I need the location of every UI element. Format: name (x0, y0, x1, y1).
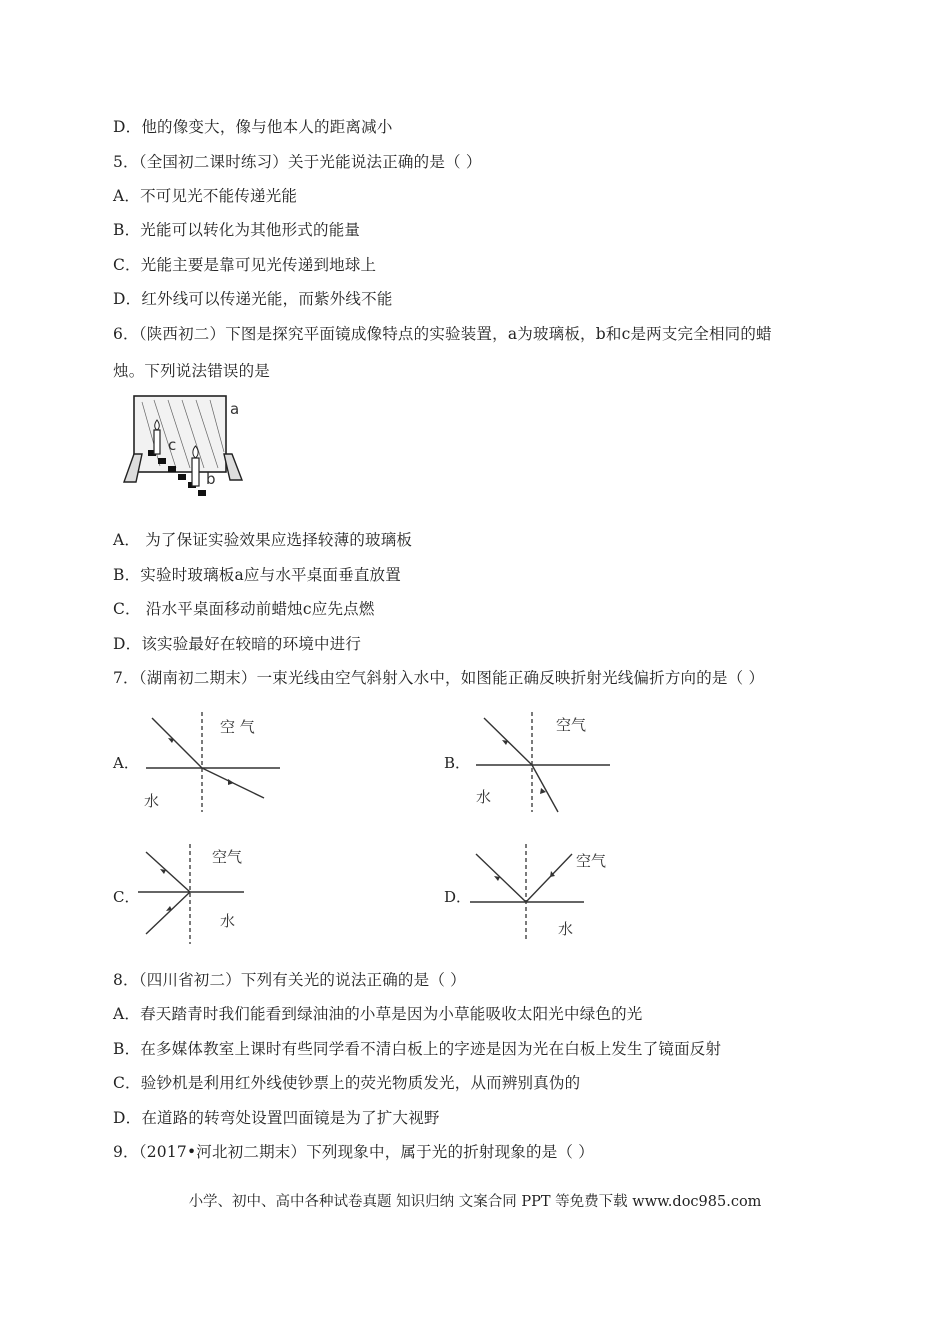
q9-stem: 9．（2017•河北初二期末）下列现象中，属于光的折射现象的是（ ） (113, 1143, 594, 1161)
q7-option-d-label: D． (444, 888, 472, 906)
q8-option-b: B．在多媒体教室上课时有些同学看不清白板上的字迹是因为光在白板上发生了镜面反射 (113, 1040, 722, 1058)
q5-option-d: D．红外线可以传递光能，而紫外线不能 (113, 290, 393, 308)
q7-d-water-label: 水 (558, 920, 574, 938)
q6-option-c: C． 沿水平桌面移动前蜡烛c应先点燃 (113, 600, 375, 618)
q7-b-water-label: 水 (476, 788, 492, 806)
q7-diagram-a (140, 708, 280, 818)
q7-b-air-label: 空气 (556, 716, 587, 734)
q8-option-a: A．春天踏青时我们能看到绿油油的小草是因为小草能吸收太阳光中绿色的光 (113, 1005, 643, 1023)
q5-stem: 5．（全国初二课时练习）关于光能说法正确的是（ ） (113, 153, 482, 171)
q7-option-c-label: C． (113, 888, 140, 906)
q6-stem-line2: 烛。下列说法错误的是 (113, 362, 271, 380)
q5-option-c: C．光能主要是靠可见光传递到地球上 (113, 256, 377, 274)
q6-stem-line1: 6．（陕西初二）下图是探究平面镜成像特点的实验装置，a为玻璃板，b和c是两支完全相同的蜡 (113, 325, 772, 343)
q5-option-b: B．光能可以转化为其他形式的能量 (113, 221, 361, 239)
mirror-label-a: a (230, 400, 240, 418)
q7-option-b-label: B． (444, 754, 471, 772)
q7-a-water-label: 水 (144, 792, 160, 810)
q7-d-air-label: 空气 (576, 852, 607, 870)
q6-option-d: D．该实验最好在较暗的环境中进行 (113, 635, 362, 653)
q8-option-d: D．在道路的转弯处设置凹面镜是为了扩大视野 (113, 1109, 440, 1127)
q6-option-a: A． 为了保证实验效果应选择较薄的玻璃板 (113, 531, 413, 549)
q7-c-water-label: 水 (220, 912, 236, 930)
q7-stem: 7．（湖南初二期末）一束光线由空气斜射入水中，如图能正确反映折射光线偏折方向的是（ ） (113, 669, 765, 687)
page-footer: 小学、初中、高中各种试卷真题 知识归纳 文案合同 PPT 等免费下载 www.doc985.com (188, 1194, 762, 1210)
q7-a-air-label: 空 气 (220, 718, 255, 736)
mirror-label-c: c (168, 436, 177, 454)
q7-diagram-d (468, 840, 628, 950)
mirror-label-b: b (206, 470, 216, 488)
mirror-experiment-figure (120, 392, 260, 507)
q7-option-a-label: A． (113, 754, 139, 772)
q7-diagram-b (470, 708, 610, 818)
q5-option-a: A．不可见光不能传递光能 (113, 187, 298, 205)
q8-stem: 8．（四川省初二）下列有关光的说法正确的是（ ） (113, 971, 466, 989)
q6-option-b: B．实验时玻璃板a应与水平桌面垂直放置 (113, 566, 401, 584)
q7-c-air-label: 空气 (212, 848, 243, 866)
q8-option-c: C．验钞机是利用红外线使钞票上的荧光物质发光，从而辨别真伪的 (113, 1074, 581, 1092)
q7-diagram-c (136, 840, 276, 950)
q4-option-d: D．他的像变大，像与他本人的距离减小 (113, 118, 393, 136)
